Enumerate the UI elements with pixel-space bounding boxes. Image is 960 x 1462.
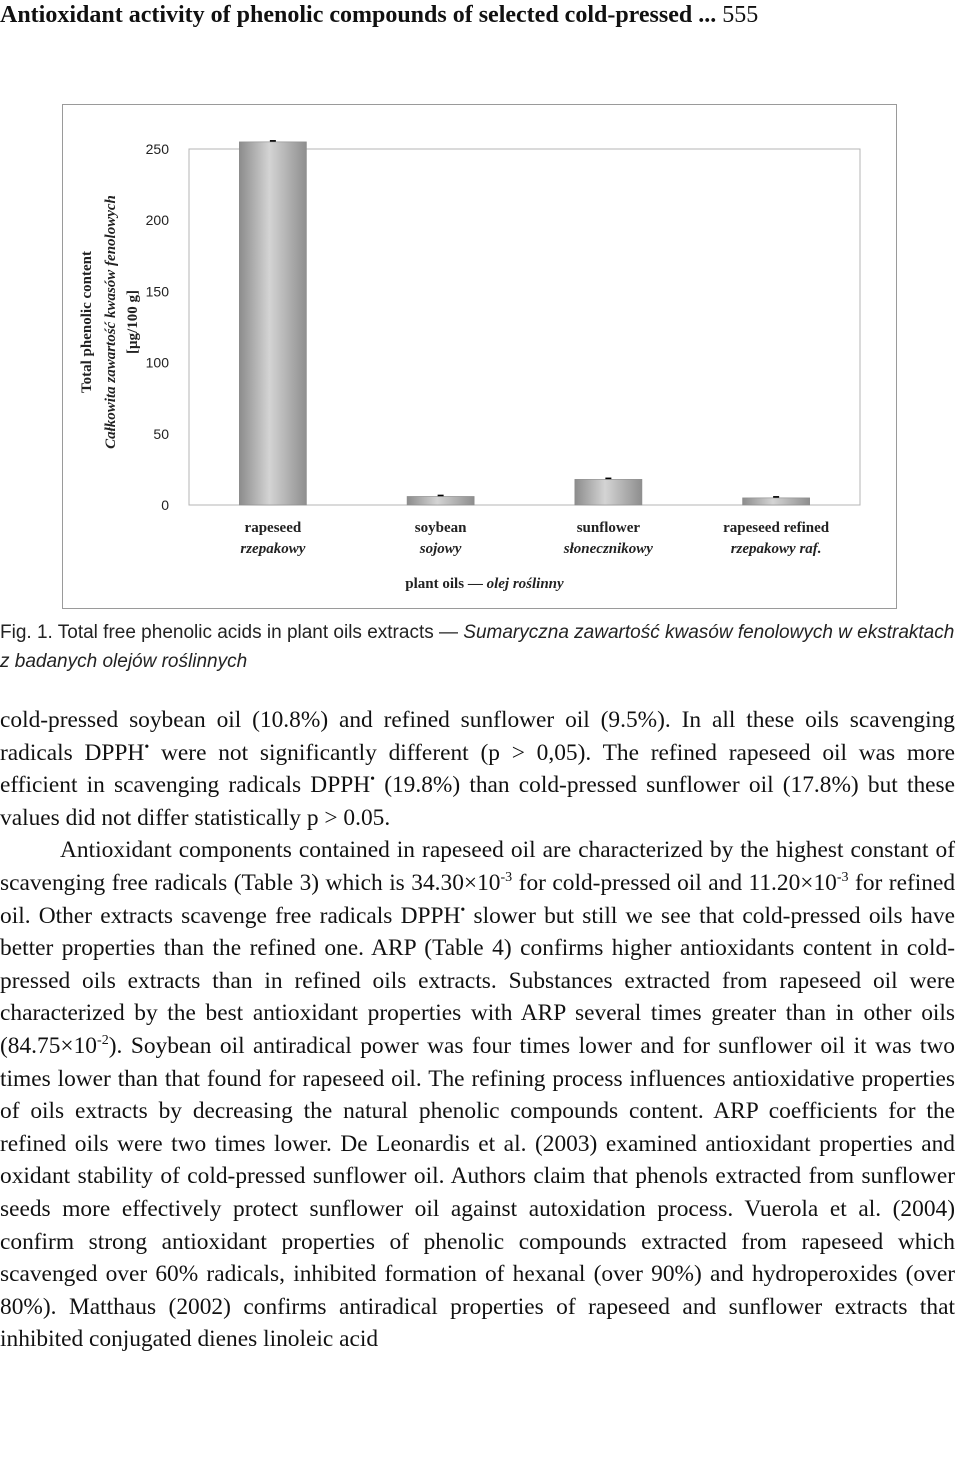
y-tick-label: 0 xyxy=(161,497,169,513)
y-axis-title-line: Całkowita zawartość kwasów fenolowych xyxy=(103,195,119,449)
body-text xyxy=(0,704,955,1356)
page-number: 555 xyxy=(722,2,759,28)
y-tick-label: 100 xyxy=(145,354,169,371)
bar-chart-svg xyxy=(63,105,896,608)
caption-polish: Sumaryczna zawartość kwasów fenolowych w ekstraktach z badanych olejów roślinnych xyxy=(0,622,955,672)
paragraph-1 xyxy=(0,704,955,834)
bar xyxy=(743,498,810,505)
p1-text-2: were not significantly different (p > 0,05). The refined rapeseed oil was more efficient in scavenging radicals DPPH xyxy=(0,739,955,799)
y-tick-label: 150 xyxy=(145,283,169,300)
x-axis-title-english: plant oils — xyxy=(405,576,487,592)
x-tick-label: rapeseed xyxy=(244,520,302,536)
p1-text-3: (19.8%) than cold-pressed sunflower oil (17.8%) but these values did not differ statistically p > 0.05. xyxy=(0,772,955,831)
x-axis-title xyxy=(405,576,564,592)
y-tick-label: 250 xyxy=(145,141,169,157)
x-tick-label: soybean xyxy=(414,520,467,536)
p1-text-1: cold-pressed soybean oil (10.8%) and refined sunflower oil (9.5%). In all these oils scavenging radicals DPPH xyxy=(0,707,955,766)
x-tick-label-polish: sojowy xyxy=(419,541,462,557)
bar xyxy=(239,142,306,505)
caption-label: Fig. 1. xyxy=(0,622,53,643)
radical-dot: • xyxy=(460,901,466,918)
paragraph-2 xyxy=(0,834,955,1356)
radical-dot: • xyxy=(370,771,376,788)
y-axis-title-line: [μg/100 g] xyxy=(125,290,141,354)
exponent: -3 xyxy=(500,869,513,886)
y-axis-title-line: Total phenolic content xyxy=(79,251,95,393)
x-tick-label: sunflower xyxy=(576,520,641,536)
caption-english: Total free phenolic acids in plant oils extracts xyxy=(57,622,434,643)
caption-separator: — xyxy=(439,622,459,643)
p2-text-3: for refined oil. Other extracts scavenge free radicals DPPH xyxy=(0,869,956,929)
running-title: Antioxidant activity of phenolic compounds of selected cold-pressed ... xyxy=(0,2,717,28)
bar xyxy=(407,496,474,505)
exponent: -3 xyxy=(836,869,849,886)
y-tick-label: 200 xyxy=(145,212,169,229)
figure-1-chart xyxy=(62,104,897,609)
x-tick-label-polish: rzepakowy raf. xyxy=(730,541,822,557)
p2-text-5: ). Soybean oil antiradical power was four times lower and for sunflower oil it was two times lower than that found for rapeseed oil. The refining process influences antioxidative properties of oils extracts by decreasing the natural phenolic compounds content. ARP coefficients for the refined oils were two times lower. De Leonardis et al. (2003) examined antioxidant properties and oxidant stability of cold-pressed sunflower oil. Authors claim that phenols extracted from sunflower seeds more effectively protect sunflower oil against autoxidation process. Vuerola et al. (2004) confirm strong antioxidant properties of phenolic compounds extracted from rapeseed which scavenged over 60% radicals, inhibited formation of hexanal (over 90%) and hydroperoxides (over 80%). Matthaus (2002) confirms antiradical properties of rapeseed and sunflower extracts that inhibited conjugated dienes linoleic acid xyxy=(0,1032,955,1353)
y-tick-label: 50 xyxy=(153,425,169,442)
x-tick-label: rapeseed refined xyxy=(723,520,830,536)
x-tick-label-polish: słonecznikowy xyxy=(563,541,653,557)
p2-text-2: for cold-pressed oil and 11.20×10 xyxy=(512,869,837,896)
radical-dot: • xyxy=(144,738,150,755)
p2-text-4: slower but still we see that cold-pressed oils have better properties than the refined one. ARP (Table 4) confirms higher antioxidants content in cold-pressed oils extracts than in refined oils extracts. Substances extracted from rapeseed oil were characterized by the best antioxidant properties with ARP several times greater than in other oils (84.75×10 xyxy=(0,902,955,1059)
running-header xyxy=(0,2,958,29)
p2-text-1: Antioxidant components contained in rapeseed oil are characterized by the highest constant of scavenging free radicals (Table 3) which is 34.30×10 xyxy=(0,837,955,896)
figure-caption xyxy=(0,618,958,676)
bar xyxy=(575,479,642,505)
x-axis-title-polish: olej roślinny xyxy=(486,576,564,592)
x-tick-label-polish: rzepakowy xyxy=(240,541,306,557)
exponent: -2 xyxy=(97,1032,109,1049)
